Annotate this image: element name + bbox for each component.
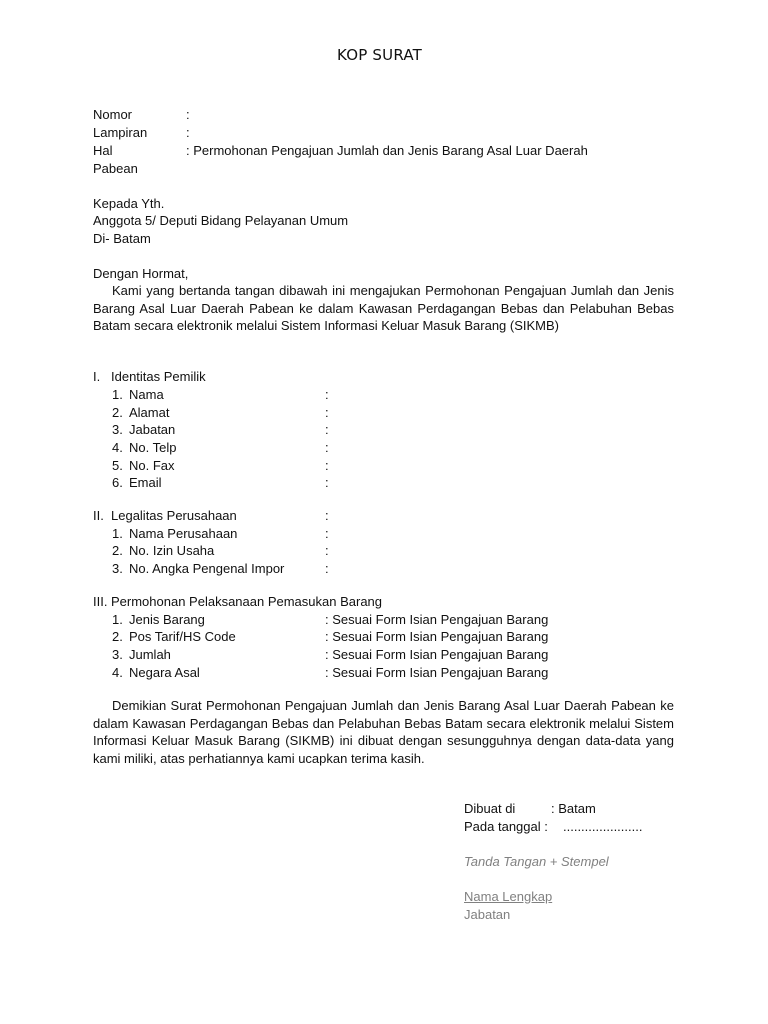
section-3-number: III. (93, 594, 108, 609)
signature-stamp-placeholder: Tanda Tangan + Stempel (464, 854, 609, 869)
list-item-value: : (325, 387, 329, 402)
list-item-value: : Sesuai Form Isian Pengajuan Barang (325, 629, 549, 644)
list-item-value: : Sesuai Form Isian Pengajuan Barang (325, 612, 549, 627)
list-item: 2. Alamat (112, 405, 170, 420)
list-item-value: : (325, 405, 329, 420)
list-item-value: : (325, 458, 329, 473)
signatory-position: Jabatan (464, 907, 511, 922)
list-item: 1. Jenis Barang (112, 612, 205, 627)
section-1-heading (93, 368, 206, 386)
list-item-value: : Sesuai Form Isian Pengajuan Barang (325, 665, 549, 680)
list-item: 3. No. Angka Pengenal Impor (112, 561, 285, 576)
list-item: 1. Nama (112, 387, 164, 402)
list-item: 1. Nama Perusahaan (112, 526, 238, 541)
list-item: 2. Pos Tarif/HS Code (112, 629, 236, 644)
list-item-value: : (325, 561, 329, 576)
hal-label: Hal (93, 143, 113, 158)
list-item: 4. No. Telp (112, 440, 177, 455)
list-item-value: : Sesuai Form Isian Pengajuan Barang (325, 647, 549, 662)
list-item-value: : (325, 475, 329, 490)
section-3-title: Permohonan Pelaksanaan Pemasukan Barang (111, 594, 383, 609)
hal-value: : Permohonan Pengajuan Jumlah dan Jenis Barang Asal Luar Daerah (186, 143, 588, 158)
closing-paragraph: Demikian Surat Permohonan Pengajuan Jumlah dan Jenis Barang Asal Luar Daerah Pabean ke dalam Kawasan Perdagangan Bebas dan Pelabuhan Bebas Batam secara elektronik melalui Sistem Informasi Keluar Masuk Barang (SIKMB) ini dibuat dengan sesungguhnya dengan data-data yang kami miliki, atas perhatiannya kami ucapkan terima kasih. (93, 698, 674, 766)
list-item-value: : (325, 543, 329, 558)
list-item: 5. No. Fax (112, 458, 175, 473)
place-value: : Batam (551, 801, 596, 816)
nomor-label: Nomor (93, 107, 133, 122)
section-2-heading (93, 507, 237, 525)
signatory-name: Nama Lengkap (464, 889, 553, 904)
section-2-title-value: : (325, 508, 329, 523)
recipient-line-3: Di- Batam (93, 231, 151, 246)
lampiran-value: : (186, 125, 190, 140)
section-1-title: Identitas Pemilik (111, 369, 206, 384)
list-item-value: : (325, 422, 329, 437)
section-3-heading (93, 593, 382, 611)
opening-paragraph: Kami yang bertanda tangan dibawah ini mengajukan Permohonan Pengajuan Jumlah dan Jenis Barang Asal Luar Daerah Pabean ke dalam Kawasan Perdagangan Bebas dan Pelabuhan Bebas Batam secara elektronik melalui Sistem Informasi Keluar Masuk Barang (SIKMB) (93, 283, 674, 334)
list-item: 2. No. Izin Usaha (112, 543, 215, 558)
list-item: 3. Jabatan (112, 422, 176, 437)
section-2-number: II. (93, 508, 104, 523)
section-2-title: Legalitas Perusahaan (111, 508, 237, 523)
list-item: 6. Email (112, 475, 162, 490)
greeting: Dengan Hormat, (93, 266, 189, 281)
letterhead-title: KOP SURAT (337, 46, 423, 64)
section-1-number: I. (93, 369, 101, 384)
recipient-line-2: Anggota 5/ Deputi Bidang Pelayanan Umum (93, 213, 349, 228)
date-value: ...................... (563, 819, 643, 834)
hal-continuation: Pabean (93, 161, 138, 176)
date-label: Pada tanggal : (464, 819, 548, 834)
list-item-value: : (325, 440, 329, 455)
lampiran-label: Lampiran (93, 125, 148, 140)
list-item-value: : (325, 526, 329, 541)
nomor-value: : (186, 107, 190, 122)
list-item: 3. Jumlah (112, 647, 171, 662)
place-label: Dibuat di (464, 801, 516, 816)
list-item: 4. Negara Asal (112, 665, 200, 680)
recipient-line-1: Kepada Yth. (93, 196, 165, 211)
